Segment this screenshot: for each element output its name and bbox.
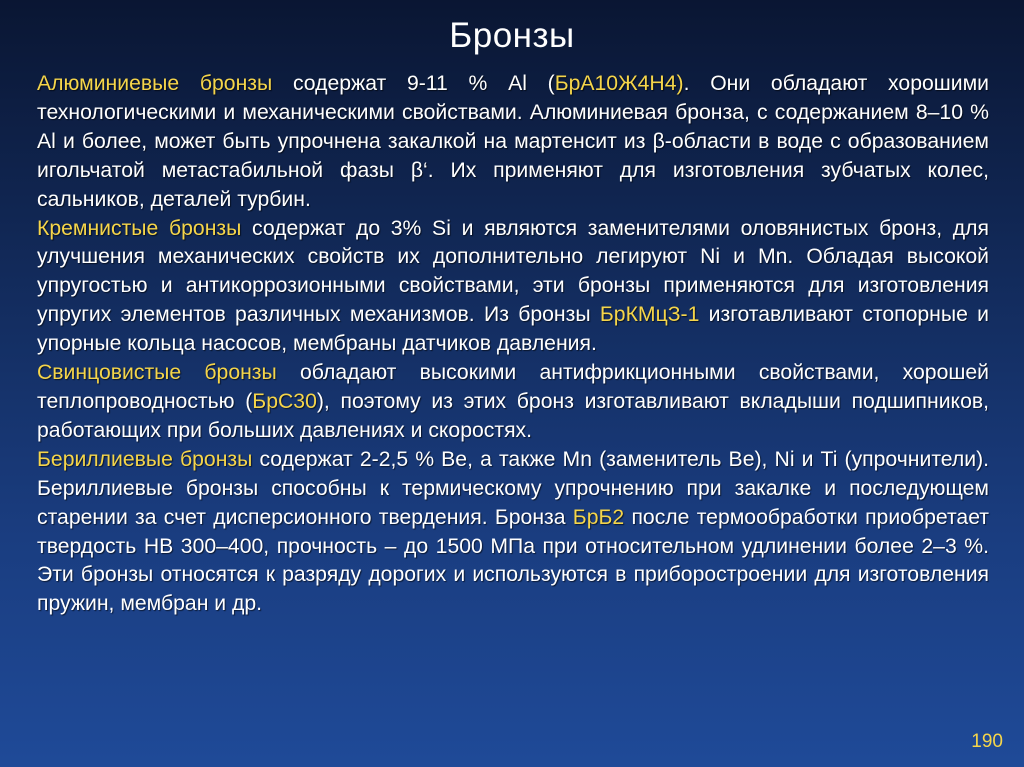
slide-body xyxy=(37,70,989,619)
paragraph-beryllium-bronze xyxy=(37,446,989,619)
page-number: 190 xyxy=(971,731,1003,752)
term-lead-bronze: Свинцовистые бронзы xyxy=(37,361,277,385)
paragraph-text: содержат до 3% Si и являются заменителями оловянистых бронз, для улучшения механических свойств их дополнительно легируют Ni и Mn. Обладая высокой упругостью и антикоррозионными свойствами, эти бронзы применяются для изготовления упругих элементов различных механизмов. Из бронзы xyxy=(37,216,989,327)
paragraph-text: изготавливают стопорные и упорные кольца насосов, мембраны датчиков давления. xyxy=(37,303,989,356)
paragraph-text: содержат 9-11 % Al ( xyxy=(272,72,555,95)
slide-title: Бронзы xyxy=(449,16,575,55)
grade-brs30: БрС30 xyxy=(252,389,317,413)
term-silicon-bronze: Кремнистые бронзы xyxy=(37,216,242,240)
paragraph-lead-bronze xyxy=(37,359,989,446)
paragraph-silicon-bronze xyxy=(37,215,989,360)
term-aluminum-bronze: Алюминиевые бронзы xyxy=(37,72,273,95)
grade-bra10zh4n4: БрА10Ж4Н4) xyxy=(554,72,684,95)
term-beryllium-bronze: Бериллиевые бронзы xyxy=(37,447,253,471)
grade-brkmcz-1: БрКМцЗ-1 xyxy=(599,303,700,327)
paragraph-text: ), поэтому из этих бронз изготавливают вкладыши подшипников, работающих при больших давлениях и скоростях. xyxy=(37,389,989,442)
paragraph-aluminum-bronze xyxy=(37,70,989,215)
paragraph-text: содержат 2-2,5 % Be, а также Mn (заменитель Be), Ni и Ti (упрочнители). Бериллиевые бронзы способны к термическому упрочнению при закалке и последующем старении за счет дисперсионного твердения. Бронза xyxy=(37,447,990,529)
paragraph-text: обладают высокими антифрикционными свойствами, хорошей теплопроводностью ( xyxy=(37,361,989,413)
grade-brb2: БрБ2 xyxy=(572,505,625,529)
paragraph-text: . Они обладают хорошими технологическими и механическими свойствами. Алюминиевая бронза, с содержанием 8–10 % Al и более, может быть упрочнена закалкой на мартенсит из β-области в воде с образованием игольчатой метастабильной фазы β‘. Их применяют для изготовления зубчатых колес, сальников, деталей турбин. xyxy=(37,72,989,211)
paragraph-text: после термообработки приобретает твердость НВ 300–400, прочность – до 1500 МПа при относительном удлинении более 2–3 %. Эти бронзы относятся к разряду дорогих и используются в приборостроении для изготовления пружин, мембран и др. xyxy=(37,505,989,616)
